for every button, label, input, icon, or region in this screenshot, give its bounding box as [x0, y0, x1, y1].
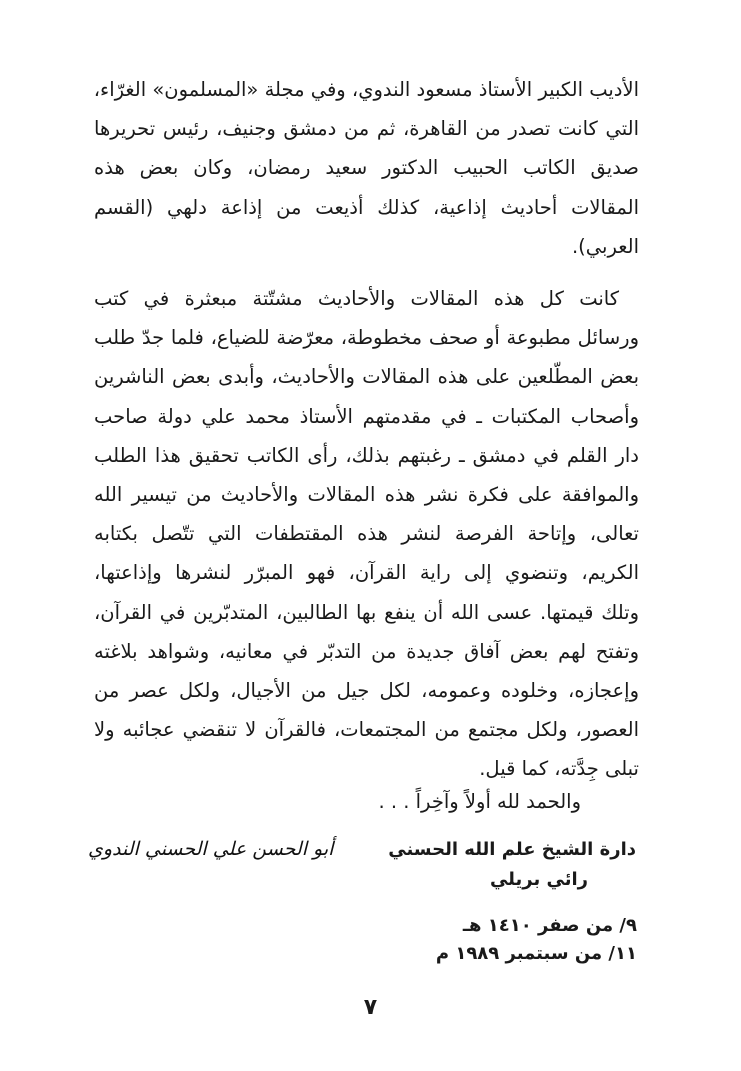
text-line: كانت كل هذه المقالات والأحاديث مشتّتة مبعثرة في كتب [94, 287, 619, 311]
text-line: الأديب الكبير الأستاذ مسعود الندوي، وفي مجلة «المسلمون» الغرّاء، [93, 78, 639, 101]
text-line: المقالات أحاديث إذاعية، كذلك أذيعت من إذاعة دلهي (القسم [94, 195, 639, 219]
body-text [94, 70, 639, 789]
text-line: صديق الكاتب الحبيب الدكتور سعيد رمضان، وكان بعض هذه [94, 156, 639, 180]
paragraph-2 [94, 279, 639, 789]
text-line: دار القلم في دمشق ـ رغبتهم بذلك، رأى الكاتب تحقيق هذا الطلب [94, 443, 639, 467]
text-line: العصور، ولكل مجتمع من المجتمعات، فالقرآن لا تنقضي عجائبه ولا [94, 718, 639, 742]
text-line: وتلك قيمتها. عسى الله أن ينفع بها الطالبين، المتدبّرين في القرآن، [94, 600, 639, 624]
text-line: بعض المطّلعين على هذه المقالات والأحاديث، وأبدى بعض الناشرين [94, 365, 639, 389]
text-line: وتفتح لهم بعض آفاق جديدة من التدبّر في معانيه، وشواهد بلاغته [94, 639, 639, 663]
text-line: تعالى، وإتاحة الفرصة لنشر هذه المقتطفات التي تتّصل بكتابه [94, 522, 639, 546]
hijri-date: ٩/ من صفر ١٤١٠ هـ [462, 915, 637, 936]
city-name: رائي بريلي [489, 869, 588, 890]
text-line: تبلى جِدَّته، كما قيل. [479, 757, 639, 781]
location-block [388, 835, 636, 895]
page-number: ٧ [363, 995, 378, 1020]
institution-name: دارة الشيخ علم الله الحسني [388, 839, 636, 860]
text-line: الكريم، وتنضوي إلى راية القرآن، فهو المبرّر لنشرها وإذاعتها، [94, 561, 639, 585]
text-line: العربي). [571, 234, 639, 258]
gregorian-date: ١١/ من سبتمبر ١٩٨٩ م [435, 943, 637, 964]
paragraph-1 [94, 70, 639, 266]
text-line: التي كانت تصدر من القاهرة، ثم من دمشق وجنيف، رئيس تحريرها [94, 117, 639, 141]
text-line: وأصحاب المكتبات ـ في مقدمتهم الأستاذ محمد علي دولة صاحب [94, 404, 639, 428]
date-block [436, 912, 637, 968]
text-line: والموافقة على فكرة نشر هذه المقالات والأحاديث من تيسير الله [94, 483, 639, 507]
author-signature: أبو الحسن علي الحسني الندوي [88, 838, 334, 860]
text-line: وإعجازه، وخلوده وعمومه، لكل جيل من الأجيال، ولكل عصر من [94, 679, 639, 703]
closing-line: والحمد لله أولاً وآخِراً . . . [378, 790, 581, 813]
text-line: ورسائل مطبوعة أو صحف مخطوطة، معرّضة للضياع، فلما جدّ طلب [94, 326, 639, 350]
